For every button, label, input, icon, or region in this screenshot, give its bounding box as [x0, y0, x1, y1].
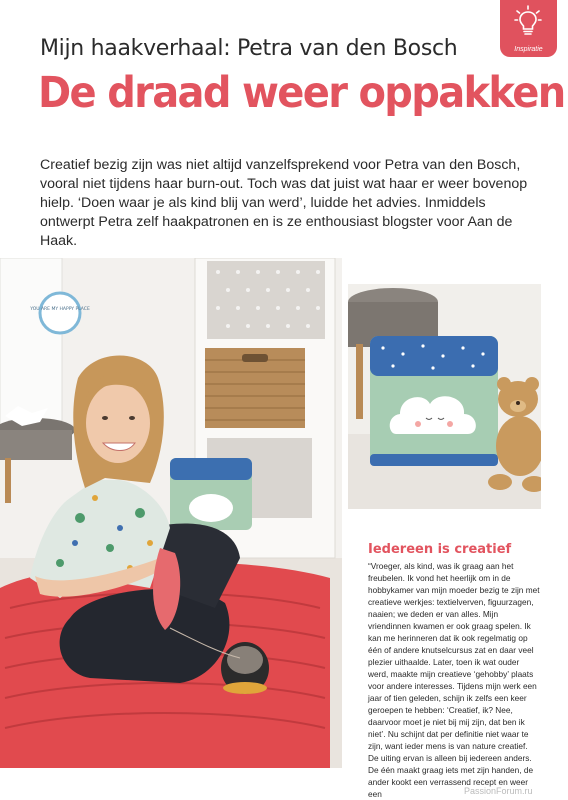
article-intro: Creatief bezig zijn was niet altijd vanzelfsprekend voor Petra van den Bosch, vooral niet tijdens haar burn-out. Toch was dat juist wat haar er weer bovenop hielp. ‘Doen waar je als kind blij van werd’, luidde het advies. Inmiddels ontwerpt Petra zelf haakpatronen en is ze enthousiast blogster voor Aan de Haak. [40, 157, 528, 249]
inspiratie-badge [500, 0, 557, 57]
sign-text: YOU ARE MY HAPPY PLACE [30, 307, 90, 312]
section-heading: Iedereen is creatief [368, 542, 512, 557]
main-photo [0, 258, 342, 768]
article-subtitle: Mijn haakverhaal: Petra van den Bosch [40, 36, 458, 61]
cloud-pillow-teddy-photo [348, 284, 541, 509]
crochet-woman-photo [0, 258, 342, 768]
article-title: De draad weer oppakken [38, 68, 565, 118]
watermark: PassionForum.ru [464, 786, 533, 796]
section-body: “Vroeger, als kind, was ik graag aan het freubelen. Ik vond het heerlijk om in de hobbykamer van mijn moeder bezig te zijn met creatieve werkjes: textielverven, figuurzagen, naaien; we deden er van alles. Mijn vriendinnen kwamen er ook graag spelen. Ik kan me herinneren dat ik ook regelmatig op één of andere knutselcursus zat en daar veel plezier uithaalde. Later, toen ik wat ouder werd, maakte mijn creatieve ‘gehobby’ plaats voor andere interesses. Tijdens mijn werk een jaar of tien geleden, schijn ik zelfs een keer geroepen te hebben: ‘Creatief, ik? Nee, daarvoor moet je niet bij mij zijn, dat ben ik niet’. Nu schijnt dat per definitie niet waar te zijn, want ieder mens is van nature creatief. De uiting ervan is alleen bij iedereen anders. De één maakt graag iets met zijn handen, de ander kookt een verrassend recept en weer een [368, 561, 540, 799]
badge-label: Inspiratie [514, 46, 543, 53]
lightbulb-icon [514, 5, 542, 37]
section-iedereen-is-creatief [368, 542, 540, 800]
side-photo [348, 284, 541, 509]
